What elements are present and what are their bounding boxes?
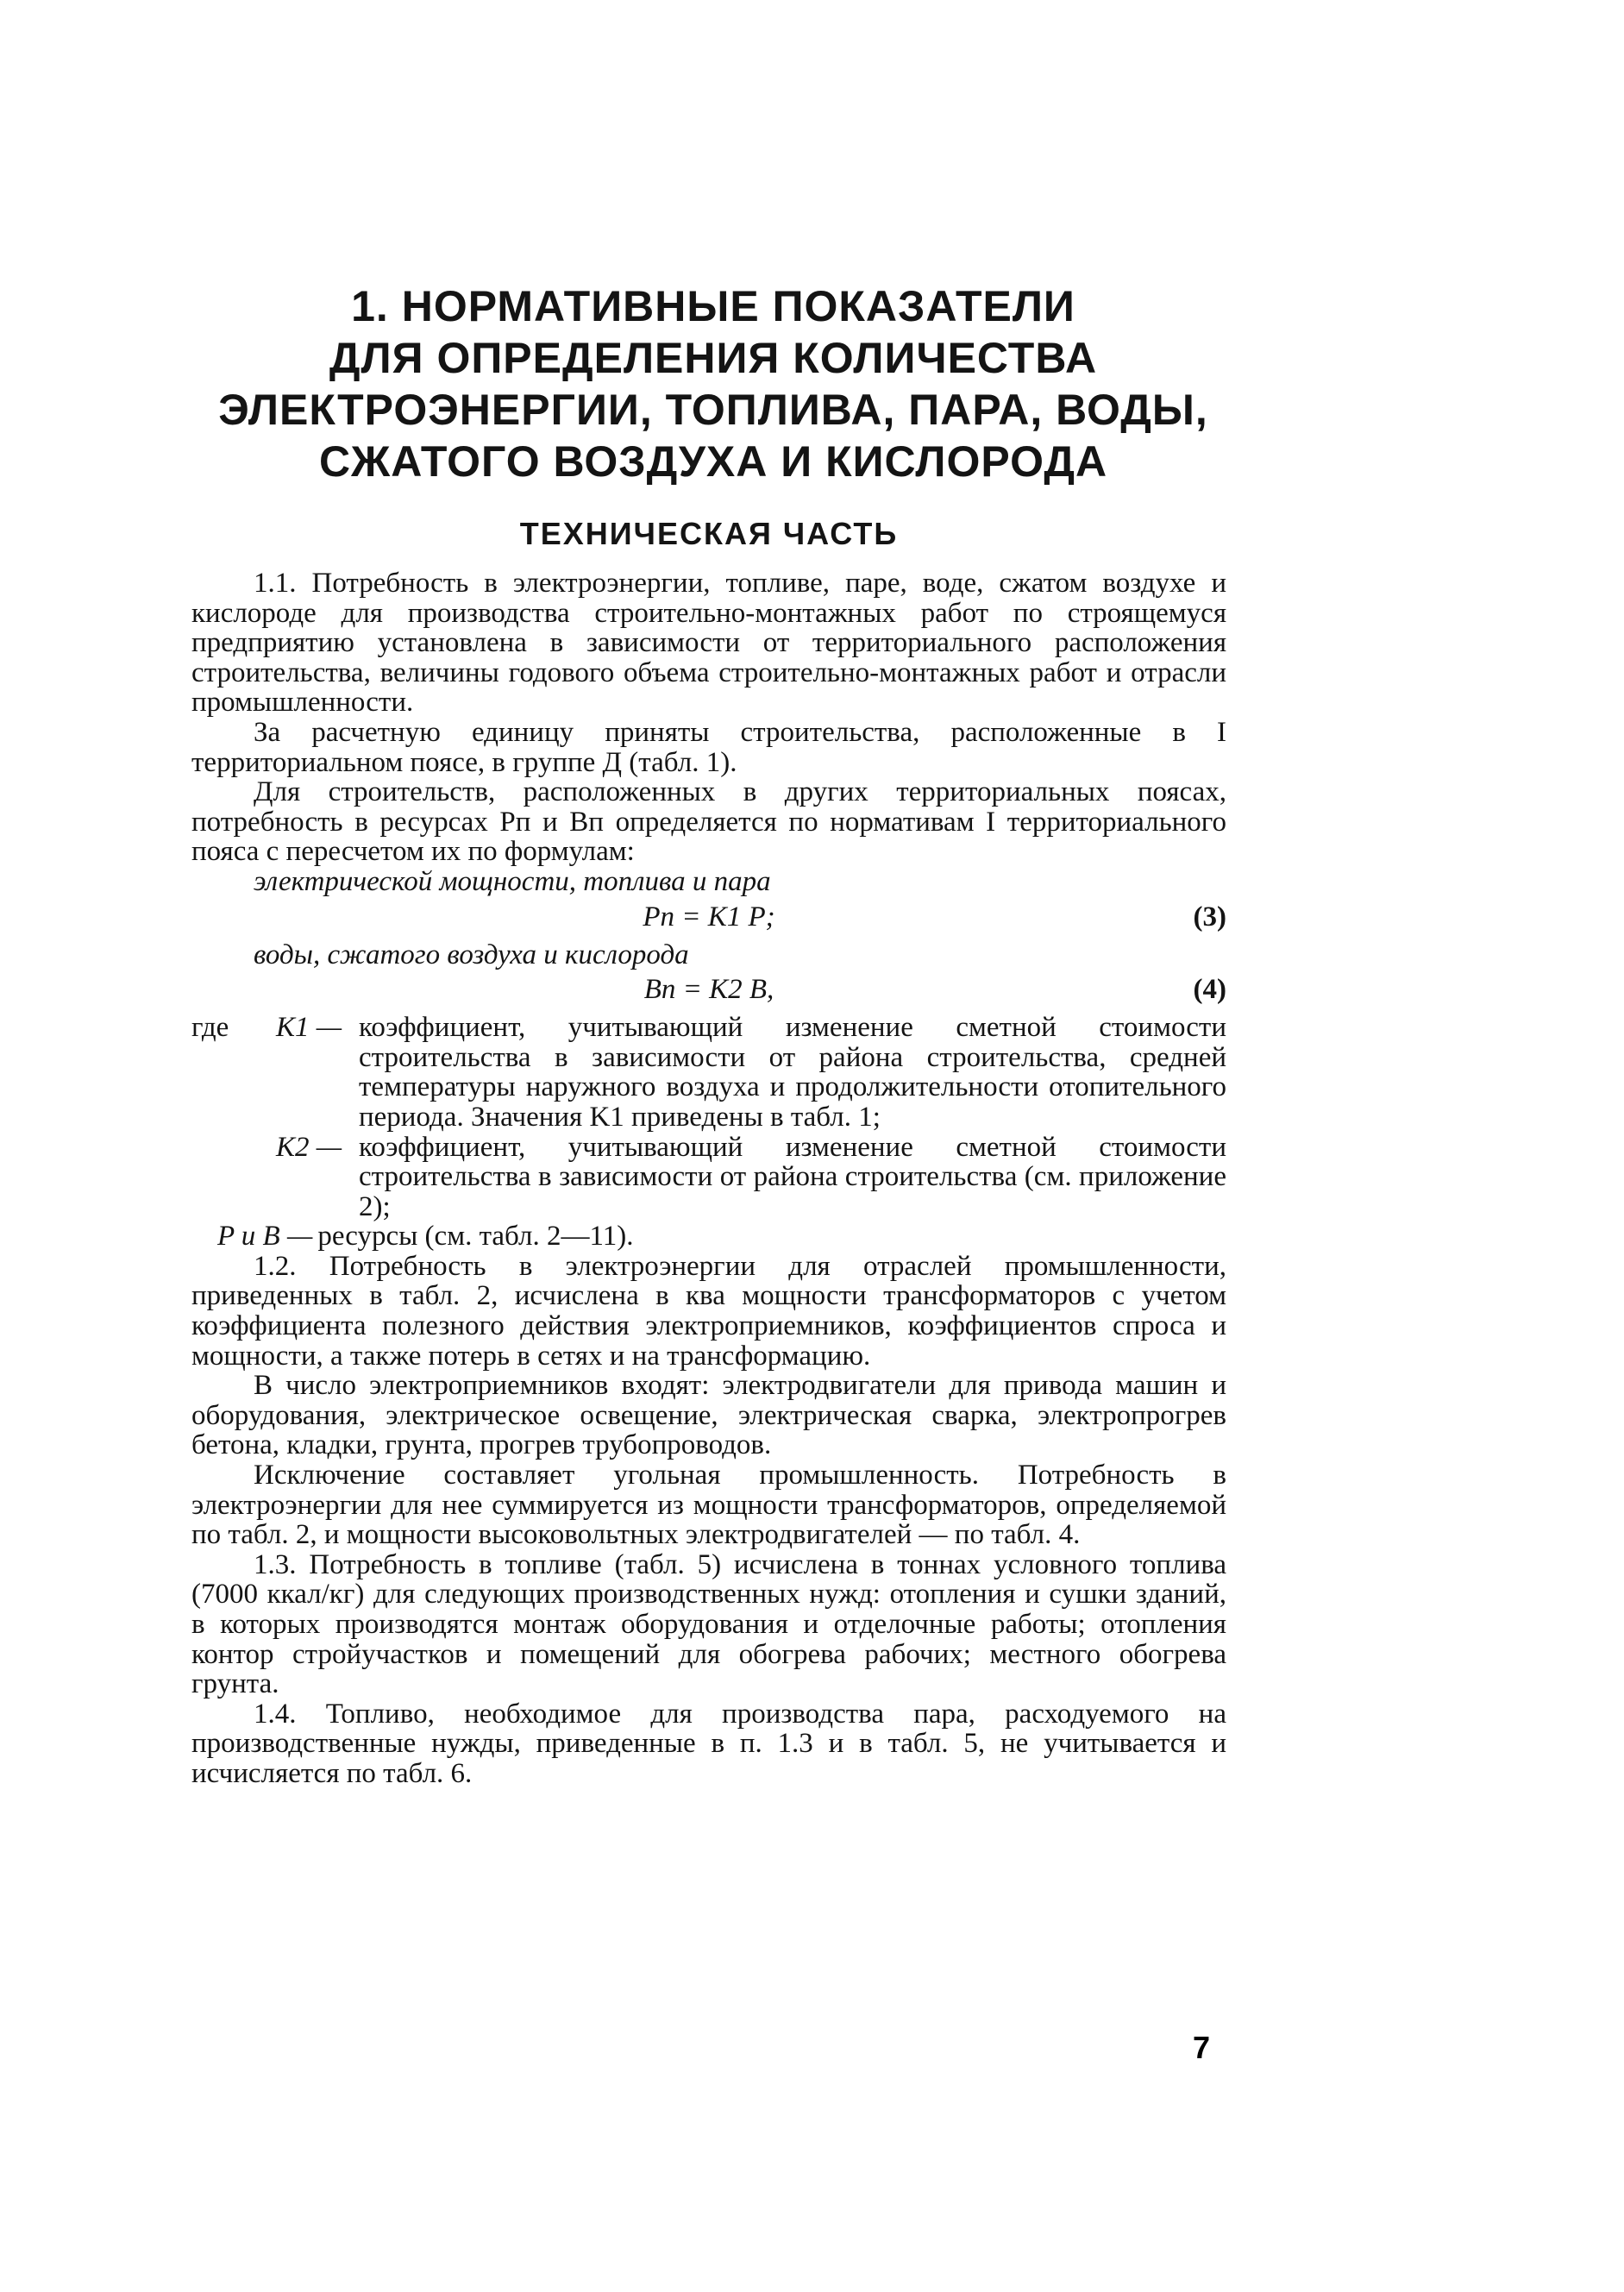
page-number: 7 [1193, 2030, 1211, 2065]
equation-number-3: (3) [1193, 901, 1226, 932]
formula-4: Bп = K2 B, [643, 974, 774, 1006]
paragraph-1-1-formulas-intro: Для строительств, расположенных в других территориальных поясах, потребность в ресурсах Pп и Bп определяется по нормативам I территориального пояса с пересчетом их по формулам: [191, 776, 1226, 868]
section-subtitle: ТЕХНИЧЕСКАЯ ЧАСТЬ [519, 516, 899, 551]
title-line: ЭЛЕКТРОЭНЕРГИИ, ТОПЛИВА, ПАРА, ВОДЫ, [218, 386, 1208, 434]
where-label: где [191, 1012, 229, 1044]
definition-p-b [217, 1221, 1226, 1252]
definition-text: ресурсы (см. табл. 2—11). [317, 1221, 634, 1253]
equation-number-4: (4) [1193, 974, 1226, 1006]
definition-k1 [276, 1013, 1226, 1132]
paragraph-1-1-unit: За расчетную единицу приняты строительства, расположенные в I территориальном поясе, в группе Д (табл. 1). [191, 716, 1226, 778]
formula-label-water: воды, сжатого воздуха и кислорода [254, 939, 689, 970]
paragraph-1-1: 1.1. Потребность в электроэнергии, топливе, паре, воде, сжатом воздухе и кислороде для производства строительно-монтажных работ по строящемуся предприятию установлена в зависимости от территориального расположения строительства, величины годового объема строительно-монтажных работ и отрасли промышленности. [191, 568, 1226, 719]
title-line: СЖАТОГО ВОЗДУХА И КИСЛОРОДА [318, 437, 1108, 486]
definitions-block [191, 1013, 1226, 1252]
paragraph-1-2: 1.2. Потребность в электроэнергии для отраслей промышленности, приведенных в табл. 2, исчислена в ква мощности трансформаторов с учетом коэффициента полезного действия электроприемников, коэффициентов спроса и мощности, а также потерь в сетях и на трансформацию. [191, 1250, 1226, 1372]
document-page [191, 280, 1226, 1789]
title-line: ДЛЯ ОПРЕДЕЛЕНИЯ КОЛИЧЕСТВА [329, 334, 1098, 382]
formula-3: Pп = K1 P; [643, 901, 775, 932]
formula-3-row [191, 897, 1226, 940]
definition-term: K1 — [276, 1012, 342, 1044]
definition-text: коэффициент, учитывающий изменение сметной стоимости строительства в зависимости от района строительства (см. приложение 2); [359, 1131, 1226, 1222]
formula-label-power: электрической мощности, топлива и пара [254, 865, 771, 897]
title-line: 1. НОРМАТИВНЫЕ ПОКАЗАТЕЛИ [351, 282, 1075, 330]
paragraph-1-2-exception: Исключение составляет угольная промышленность. Потребность в электроэнергии для нее суммируется из мощности трансформаторов, определяемой по табл. 2, и мощности высоковольтных электродвигателей — по табл. 4. [191, 1460, 1226, 1551]
definition-term: K2 — [276, 1131, 342, 1163]
section-title [191, 280, 1226, 487]
definition-k2 [276, 1133, 1226, 1222]
definition-text: коэффициент, учитывающий изменение сметной стоимости строительства в зависимости от района строительства, средней температуры наружного воздуха и продолжительности отопительного периода. Значения K1 приведены в табл. 1; [359, 1012, 1226, 1133]
paragraph-1-3: 1.3. Потребность в топливе (табл. 5) исчислена в тоннах условного топлива (7000 ккал/кг) для следующих производственных нужд: отопления и сушки зданий, в которых производятся монтаж оборудования и отделочные работы; отопления контор стройучастков и помещений для обогрева рабочих; местного обогрева грунта. [191, 1548, 1226, 1700]
definition-term: P и B — [217, 1221, 313, 1253]
paragraph-1-4: 1.4. Топливо, необходимое для производства пара, расходуемого на производственные нужды, приведенные в п. 1.3 и в табл. 5, не учитывается и исчисляется по табл. 6. [191, 1698, 1226, 1789]
paragraph-1-2-consumers: В число электроприемников входят: электродвигатели для привода машин и оборудования, электрическое освещение, электрическая сварка, электропрогрев бетона, кладки, грунта, прогрев трубопроводов. [191, 1370, 1226, 1461]
formula-4-row [191, 970, 1226, 1013]
